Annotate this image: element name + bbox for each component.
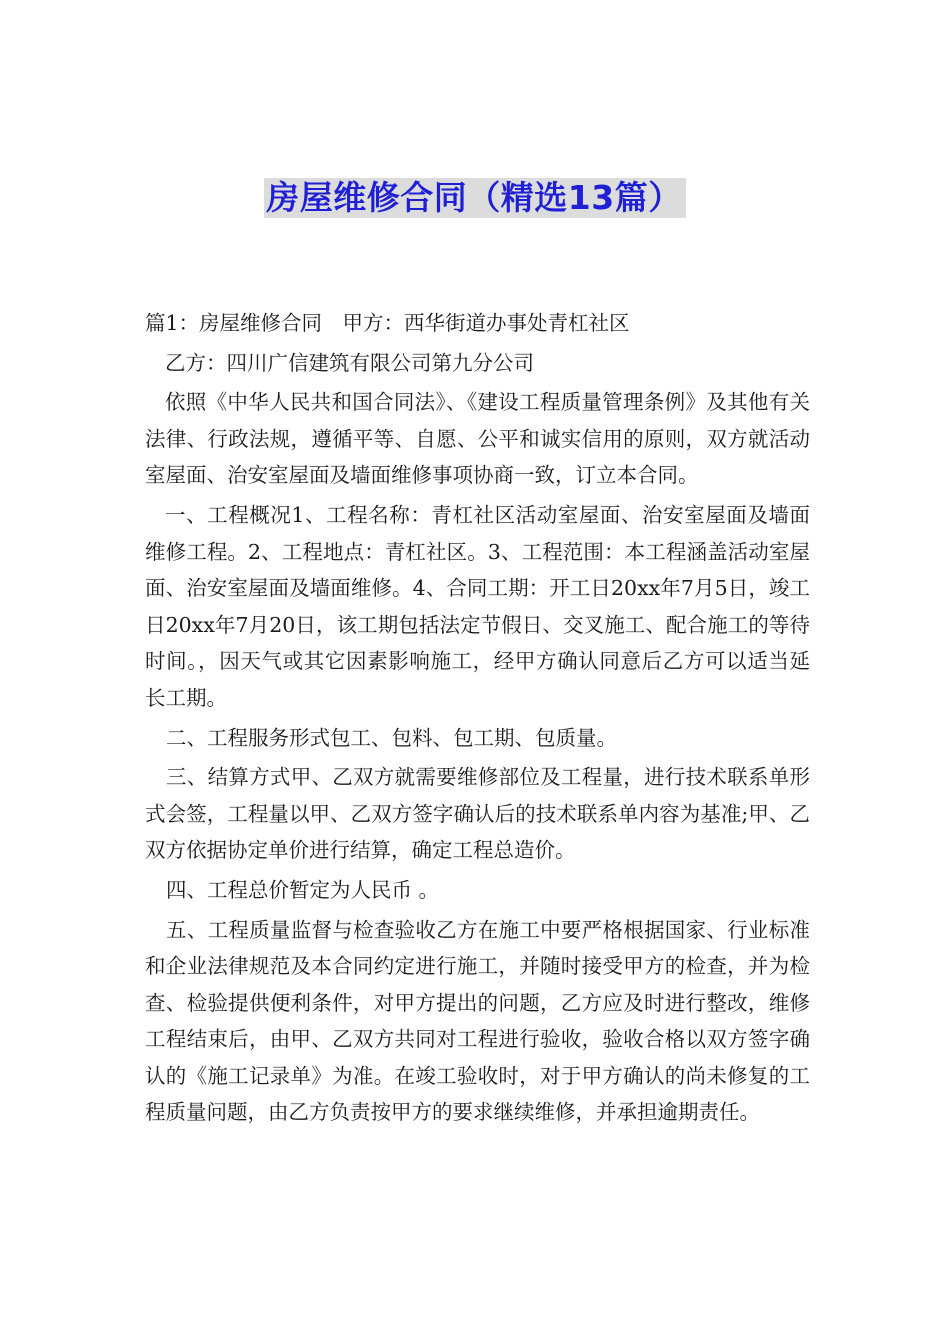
document-title: 房屋维修合同（精选13篇） (264, 178, 685, 218)
document-body (145, 305, 810, 1134)
paragraph-section-3: 三、结算方式甲、乙双方就需要维修部位及工程量，进行技术联系单形式会签，工程量以甲、乙双方签字确认后的技术联系单内容为基准;甲、乙双方依据协定单价进行结算，确定工程总造价。 (145, 765, 810, 863)
paragraph-section-1: 一、工程概况1、工程名称：青杠社区活动室屋面、治安室屋面及墙面维修工程。2、工程地点：青杠社区。3、工程范围：本工程涵盖活动室屋面、治安室屋面及墙面维修。4、合同工期：开工日20xx年7月5日，竣工日20xx年7月20日，该工期包括法定节假日、交叉施工、配合施工的等待时间。，因天气或其它因素影响施工，经甲方确认同意后乙方可以适当延长工期。 (145, 502, 810, 710)
paragraph-section-5: 五、工程质量监督与检查验收乙方在施工中要严格根据国家、行业标准和企业法律规范及本合同约定进行施工，并随时接受甲方的检查，并为检查、检验提供便利条件，对甲方提出的问题，乙方应及时进行整改，维修工程结束后，由甲、乙双方共同对工程进行验收，验收合格以双方签字确认的《施工记录单》为准。在竣工验收时，对于甲方确认的尚未修复的工程质量问题，由乙方负责按甲方的要求继续维修，并承担逾期责任。 (145, 917, 810, 1125)
title-area (0, 178, 950, 218)
paragraph-section-2: 二、工程服务形式包工、包料、包工期、包质量。 (166, 725, 617, 750)
paragraph-party-b: 乙方：四川广信建筑有限公司第九分公司 (165, 350, 534, 375)
paragraph-heading: 篇1：房屋维修合同 甲方：西华街道办事处青杠社区 (145, 311, 630, 335)
paragraph-section-4: 四、工程总价暂定为人民币 。 (166, 877, 440, 902)
paragraph-preamble: 依照《中华人民共和国合同法》、《建设工程质量管理条例》及其他有关法律、行政法规，遵循平等、自愿、公平和诚实信用的原则，双方就活动室屋面、治安室屋面及墙面维修事项协商一致，订立本合同。 (145, 390, 810, 488)
